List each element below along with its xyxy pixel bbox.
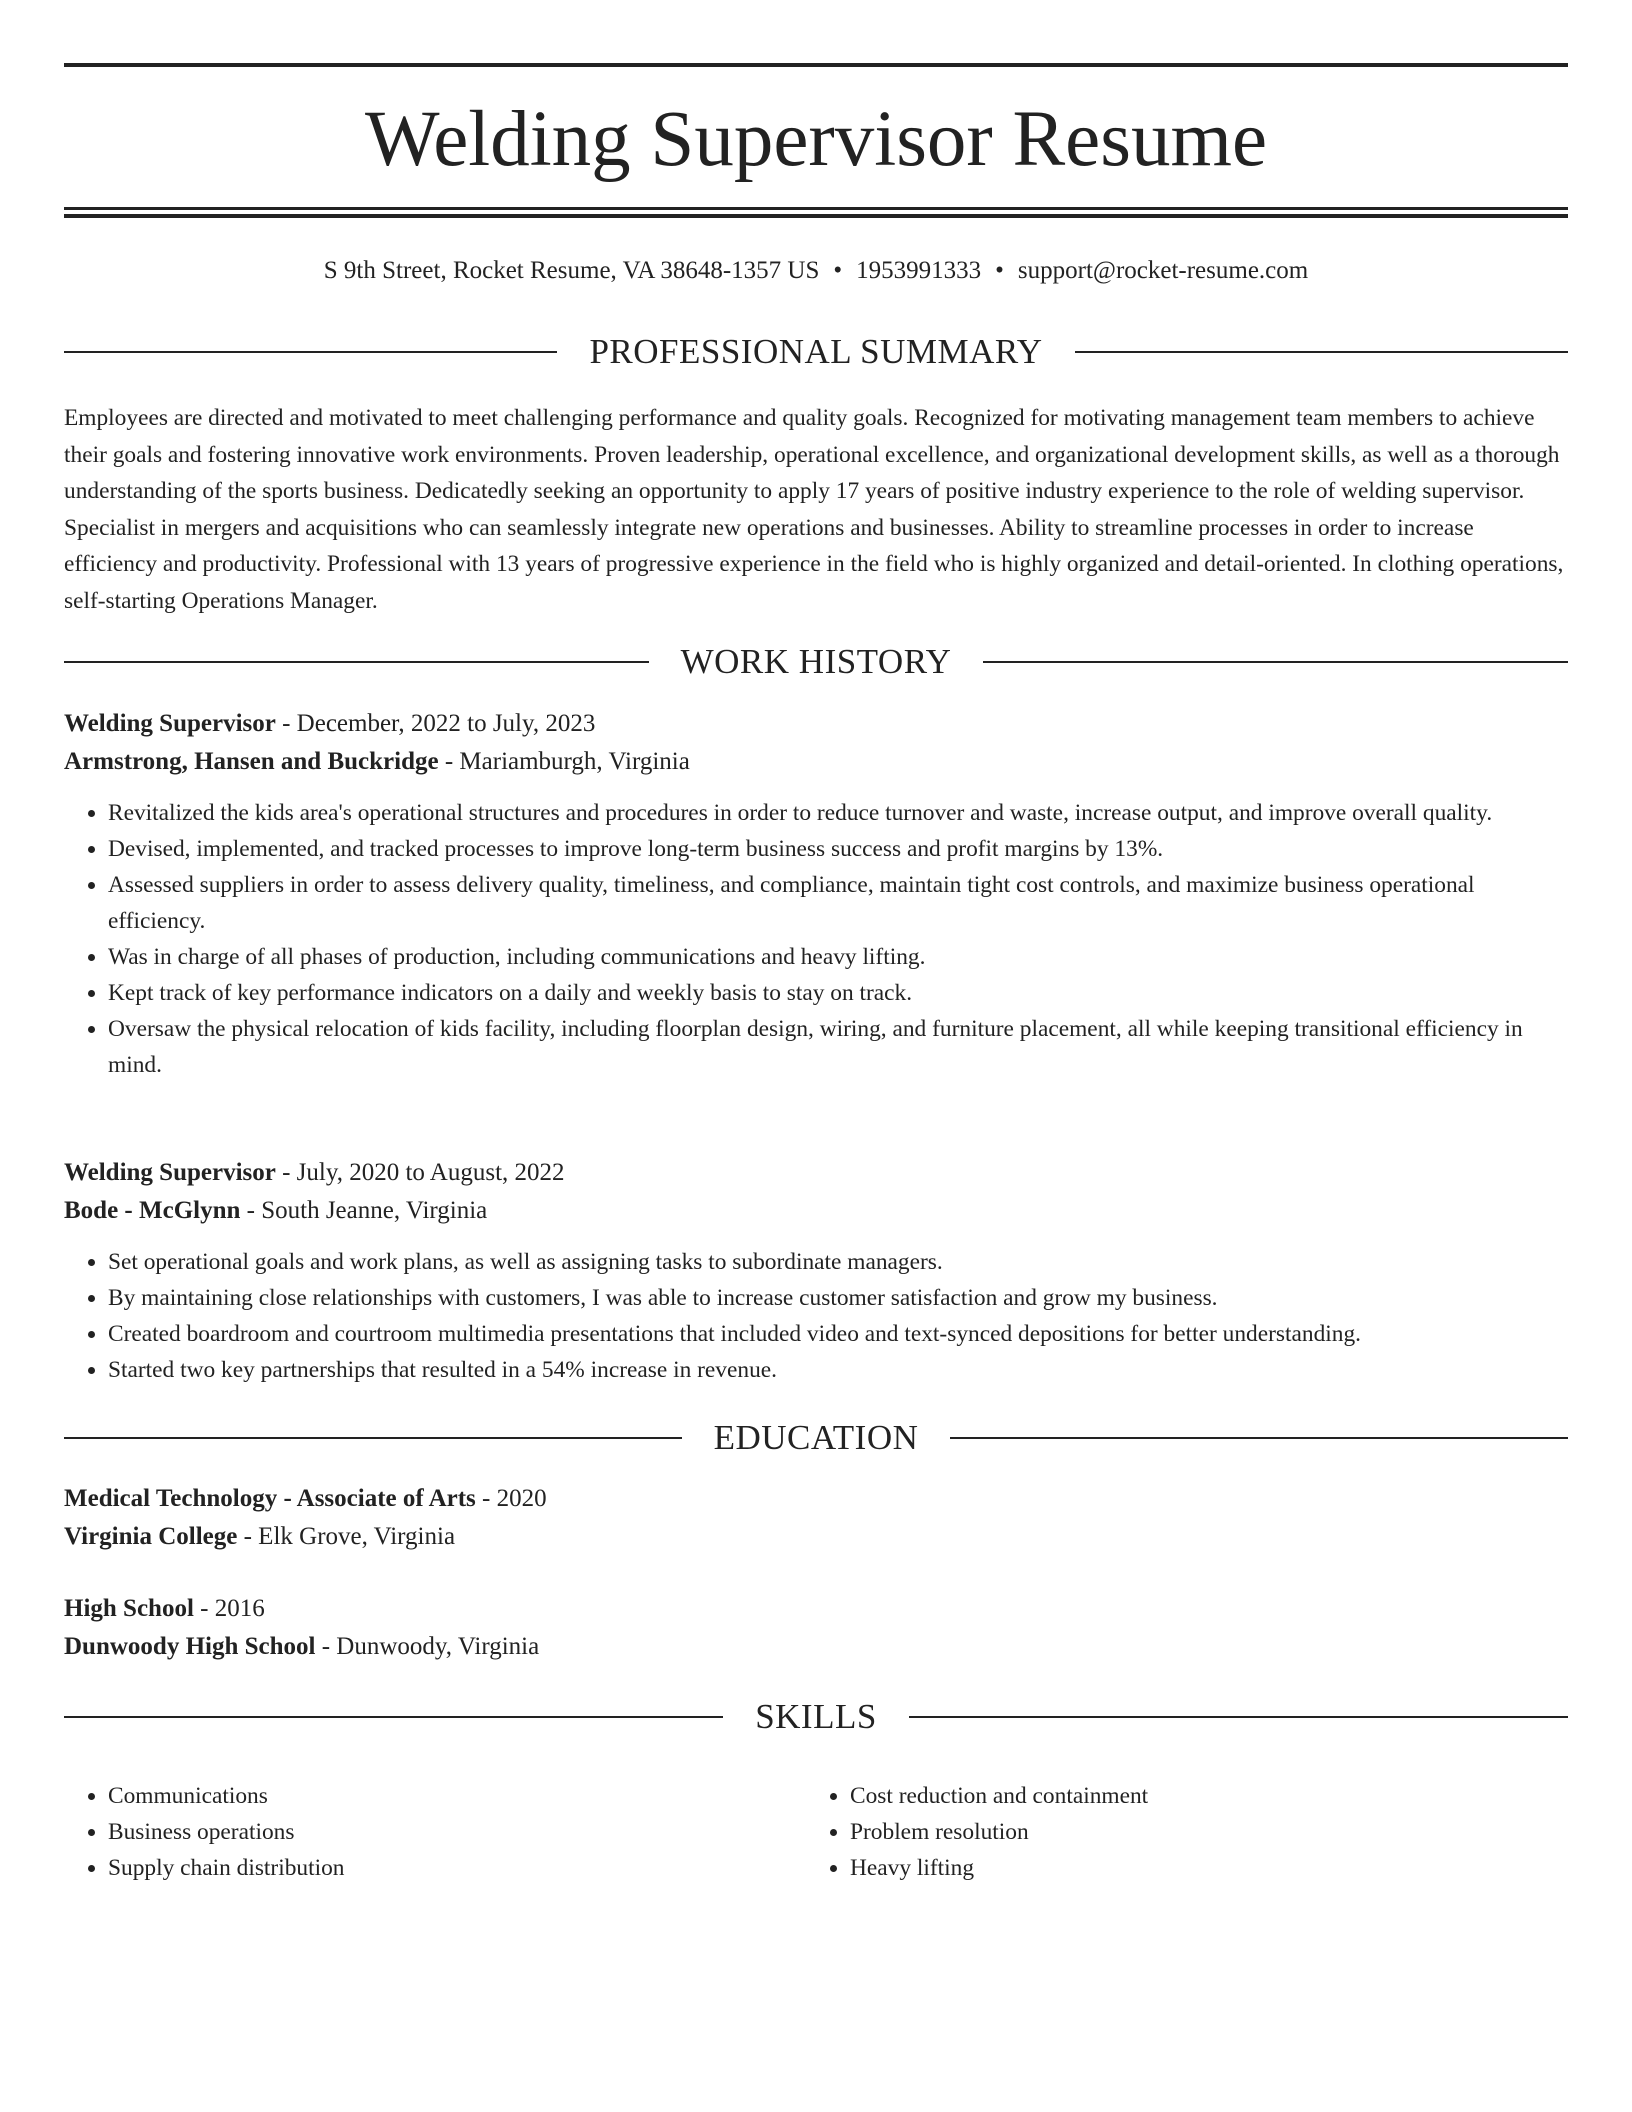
job-company: Armstrong, Hansen and Buckridge — [64, 748, 439, 775]
job-bullet: • Set operational goals and work plans, as well as assigning tasks to subordinate managers. — [108, 1244, 1568, 1280]
job-bullet: • Created boardroom and courtroom multimedia presentations that included video and text-synced depositions for better understanding. — [108, 1316, 1568, 1352]
skills-column-right — [806, 1778, 1548, 1886]
heading-rule — [950, 1437, 1568, 1439]
section-title: WORK HISTORY — [680, 642, 952, 681]
job-bullet: • Oversaw the physical relocation of kids facility, including floorplan design, wiring, and furniture placement, all while keeping transitional efficiency in mind. — [108, 1011, 1568, 1083]
education-school: Virginia College — [64, 1523, 238, 1550]
job-bullet: • Revitalized the kids area's operational structures and procedures in order to reduce turnover and waste, increase output, and improve overall quality. — [108, 795, 1568, 831]
skill-item: • Cost reduction and containment — [850, 1778, 1548, 1814]
job-bullets — [64, 795, 1568, 1083]
education-year: - 2020 — [475, 1485, 547, 1512]
job-bullet: • Started two key partnerships that resulted in a 54% increase in revenue. — [108, 1352, 1568, 1388]
header-double-rule-upper — [64, 207, 1568, 210]
skills-list — [64, 1778, 1568, 1886]
contact-separator: • — [995, 257, 1004, 284]
job-location: - South Jeanne, Virginia — [240, 1197, 488, 1224]
job-bullets — [64, 1244, 1568, 1388]
education-location: - Dunwoody, Virginia — [315, 1633, 540, 1660]
job-company: Bode - McGlynn — [64, 1197, 241, 1224]
education-degree: Medical Technology - Associate of Arts — [64, 1485, 476, 1512]
heading-rule — [64, 1437, 682, 1439]
contact-email: support@rocket-resume.com — [1017, 257, 1309, 284]
heading-rule — [64, 351, 557, 353]
skill-item: • Business operations — [108, 1814, 806, 1850]
education-entry — [64, 1590, 1568, 1666]
job-title: Welding Supervisor — [64, 1159, 276, 1186]
job-title-line — [64, 705, 1568, 743]
section-title: EDUCATION — [713, 1418, 919, 1457]
section-heading-skills — [64, 1695, 1568, 1739]
skill-item: • Communications — [108, 1778, 806, 1814]
job-bullet: • Was in charge of all phases of production, including communications and heavy lifting. — [108, 939, 1568, 975]
section-title: PROFESSIONAL SUMMARY — [589, 332, 1043, 371]
skill-item: • Heavy lifting — [850, 1850, 1548, 1886]
job-title: Welding Supervisor — [64, 710, 276, 737]
heading-rule — [1075, 351, 1568, 353]
job-bullet: • Assessed suppliers in order to assess delivery quality, timeliness, and compliance, maintain tight cost controls, and maximize business operational efficiency. — [108, 867, 1568, 939]
job-entry — [64, 705, 1568, 1083]
heading-rule — [64, 661, 649, 663]
section-heading-summary — [64, 330, 1568, 374]
job-company-line — [64, 1192, 1568, 1230]
education-entry — [64, 1480, 1568, 1556]
header-double-rule-lower — [64, 214, 1568, 218]
heading-rule — [983, 661, 1568, 663]
header-top-rule — [64, 63, 1568, 67]
job-company-line — [64, 743, 1568, 781]
contact-line — [64, 254, 1568, 288]
section-heading-education — [64, 1416, 1568, 1460]
job-entry — [64, 1154, 1568, 1388]
education-school: Dunwoody High School — [64, 1633, 316, 1660]
education-degree-line — [64, 1590, 1568, 1628]
education-degree: High School — [64, 1595, 194, 1622]
skill-item: • Problem resolution — [850, 1814, 1548, 1850]
summary-text: Employees are directed and motivated to meet challenging performance and quality goals. Recognized for motivating management team members to achieve their goals and fostering innovative work environments. Proven leadership, operational excellence, and organizational development skills, as well as a thorough understanding of the sports business. Dedicatedly seeking an opportunity to apply 17 years of positive industry experience to the role of welding supervisor. Specialist in mergers and acquisitions who can seamlessly integrate new operations and businesses. Ability to streamline processes in order to increase efficiency and productivity. Professional with 13 years of progressive experience in the field who is highly organized and detail-oriented. In clothing operations, self-starting Operations Manager. — [64, 405, 1564, 614]
job-title-line — [64, 1154, 1568, 1192]
contact-address: S 9th Street, Rocket Resume, VA 38648-1357 US — [323, 257, 820, 284]
education-location: - Elk Grove, Virginia — [237, 1523, 456, 1550]
skill-item: • Supply chain distribution — [108, 1850, 806, 1886]
education-degree-line — [64, 1480, 1568, 1518]
resume-title: Welding Supervisor Resume — [364, 96, 1268, 183]
contact-phone: 1953991333 — [856, 257, 982, 284]
education-school-line — [64, 1628, 1568, 1666]
job-bullet: • Devised, implemented, and tracked processes to improve long-term business success and profit margins by 13%. — [108, 831, 1568, 867]
job-dates: - December, 2022 to July, 2023 — [275, 710, 596, 737]
contact-separator: • — [833, 257, 843, 284]
heading-rule — [909, 1716, 1568, 1718]
section-title: SKILLS — [755, 1697, 877, 1736]
job-bullet: • By maintaining close relationships with customers, I was able to increase customer satisfaction and grow my business. — [108, 1280, 1568, 1316]
job-location: - Mariamburgh, Virginia — [438, 748, 690, 775]
section-heading-work-history — [64, 640, 1568, 684]
education-year: - 2016 — [193, 1595, 265, 1622]
heading-rule — [64, 1716, 723, 1718]
job-dates: - July, 2020 to August, 2022 — [275, 1159, 565, 1186]
education-school-line — [64, 1518, 1568, 1556]
job-bullet: • Kept track of key performance indicators on a daily and weekly basis to stay on track. — [108, 975, 1568, 1011]
skills-column-left — [64, 1778, 806, 1886]
